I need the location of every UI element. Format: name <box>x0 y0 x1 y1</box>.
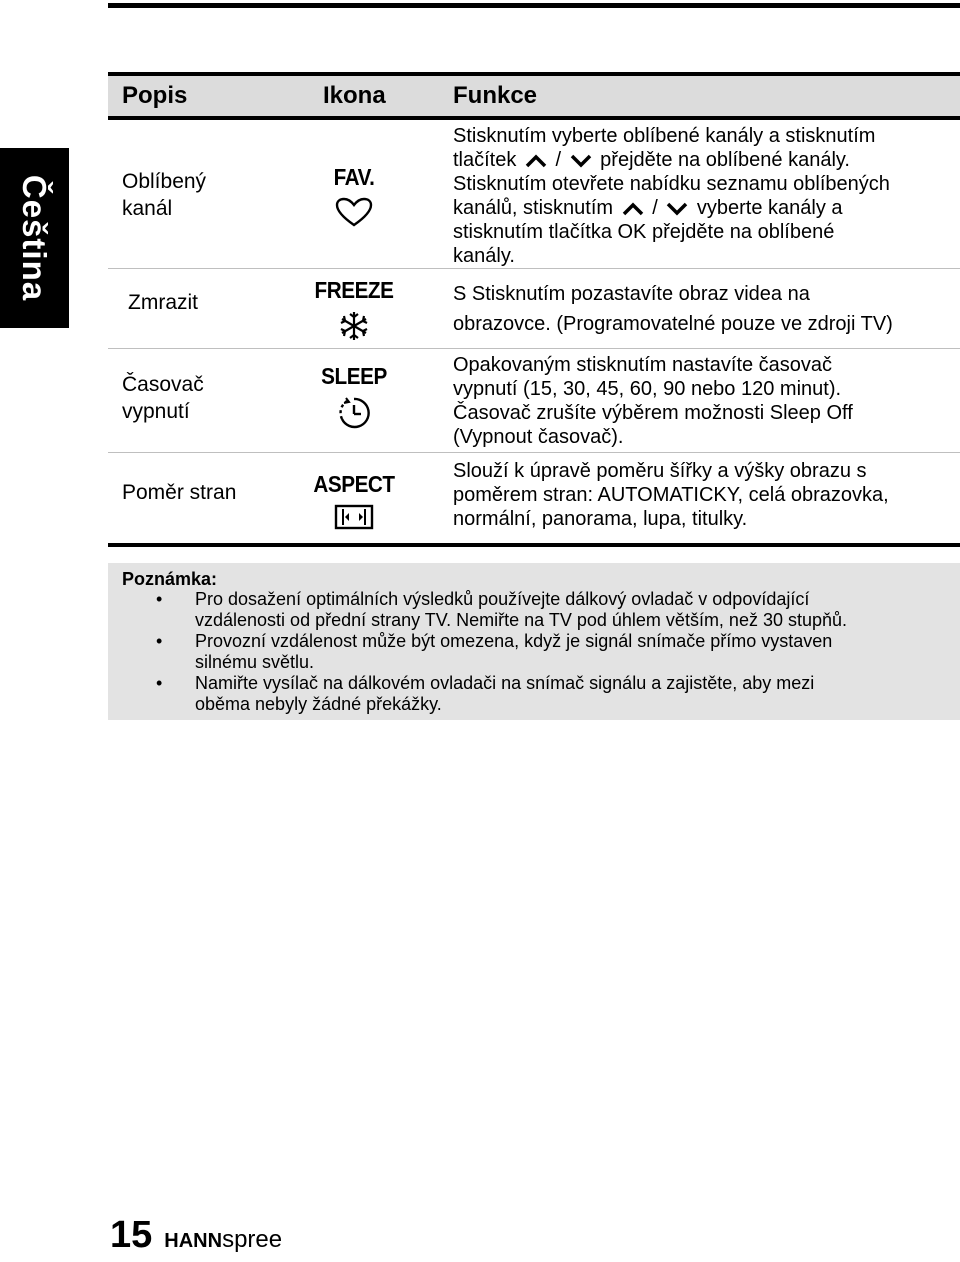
row-name: Poměr stran <box>122 481 237 504</box>
aspect-button-icon <box>294 471 414 530</box>
note-box <box>108 563 960 720</box>
sleep-timer-icon <box>337 396 371 430</box>
row-function: Slouží k úpravě poměru šířky a výšky obrazu s poměrem stran: AUTOMATICKY, celá obrazovka, normální, panorama, lupa, titulky. <box>453 460 889 530</box>
sleep-label: SLEEP <box>321 363 387 389</box>
header-ikona: Ikona <box>323 82 386 109</box>
row-name: Zmrazit <box>128 291 198 314</box>
bullet: • <box>156 673 163 693</box>
fav-label: FAV. <box>333 164 375 190</box>
row-name: Časovač vypnutí <box>122 373 204 423</box>
table-row-fav <box>108 120 960 269</box>
table-row-aspect <box>108 453 960 547</box>
header-funkce: Funkce <box>453 82 538 109</box>
freeze-label: FREEZE <box>314 277 394 303</box>
note-item: • Namiřte vysílač na dálkovém ovladači na snímač signálu a zajistěte, aby mezi oběma nebyly žádné překážky. <box>156 673 815 714</box>
row-function: Opakovaným stisknutím nastavíte časovač vypnutí (15, 30, 45, 60, 90 nebo 120 minut). Časovač zrušíte výběrem možnosti Sleep Off (Vypnout časovač). <box>453 354 853 448</box>
brand-logo: HANNspree <box>164 1226 283 1253</box>
language-tab-label: Čeština <box>16 174 54 302</box>
bullet: • <box>156 589 163 609</box>
row-name: Oblíbený kanál <box>122 170 207 220</box>
function-table <box>108 72 960 547</box>
fav-button-icon <box>294 164 414 227</box>
note-item: • Pro dosažení optimálních výsledků používejte dálkový ovladač v odpovídající vzdálenosti od přední strany TV. Nemiřte na TV pod úhlem větším, než 30 stupňů. <box>156 589 848 630</box>
chevron-up-icon <box>525 154 547 168</box>
table-row-sleep <box>108 349 960 453</box>
bullet: • <box>156 631 163 651</box>
page-footer <box>110 1214 282 1262</box>
row-function: Stisknutím vyberte oblíbené kanály a stisknutím tlačítek / přejděte na oblíbené kanály. Stisknutím otevřete nabídku seznamu oblíbených kanálů, stisknutím / vyberte kanály a stisknutím tlačítka OK přejděte na oblíbené kanály. <box>453 125 890 267</box>
table-row-freeze <box>108 269 960 349</box>
chevron-up-icon <box>622 202 644 216</box>
heart-icon <box>335 197 373 227</box>
sleep-button-icon <box>294 363 414 430</box>
table-header <box>108 72 960 120</box>
note-item: • Provozní vzdálenost může být omezena, když je signál snímače přímo vystaven silnému světlu. <box>156 631 833 672</box>
chevron-down-icon <box>666 202 688 216</box>
page-number: 15 <box>110 1214 153 1256</box>
aspect-label: ASPECT <box>313 471 395 497</box>
chevron-down-icon <box>570 154 592 168</box>
note-list <box>108 589 948 715</box>
language-tab <box>0 148 69 328</box>
aspect-ratio-icon <box>334 504 374 530</box>
row-function: S Stisknutím pozastavíte obraz videa na obrazovce. (Programovatelné pouze ve zdroji TV) <box>453 283 893 335</box>
note-title: Poznámka: <box>122 569 218 589</box>
top-rule <box>108 3 960 8</box>
snowflake-icon <box>338 310 370 342</box>
header-popis: Popis <box>122 82 188 109</box>
freeze-button-icon <box>294 277 414 342</box>
